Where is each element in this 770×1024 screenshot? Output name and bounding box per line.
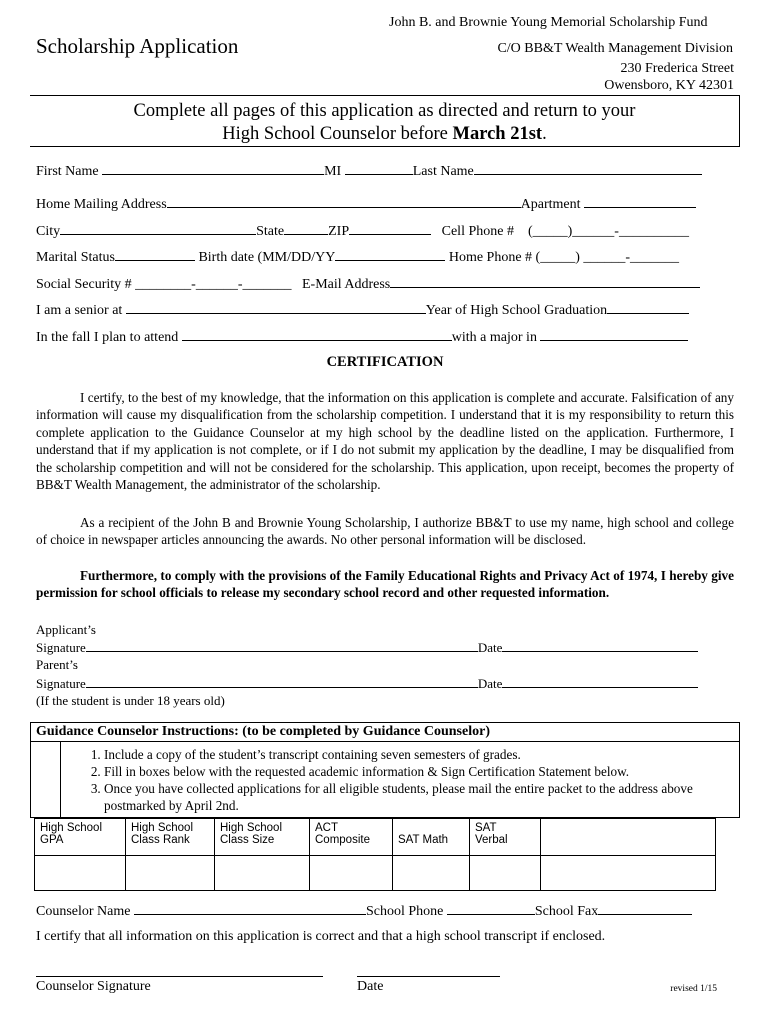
header-class-rank: High School Class Rank [126, 819, 215, 856]
row-name: First Name MI Last Name [36, 163, 702, 180]
school-fax-field[interactable] [598, 903, 692, 915]
banner-line-1: Complete all pages of this application as directed and return to your [133, 101, 636, 121]
plan-attend-field[interactable] [182, 329, 452, 341]
counselor-date-line[interactable] [357, 976, 500, 977]
parent-date-field[interactable] [502, 676, 698, 688]
header-blank [541, 819, 716, 856]
mi-field[interactable] [345, 163, 413, 175]
counselor-date-label: Date [357, 979, 384, 994]
gpa-cell[interactable] [35, 856, 126, 891]
row-attend: In the fall I plan to attend with a major in [36, 329, 688, 346]
table-value-row [35, 856, 716, 891]
header-sat-verbal: SAT Verbal [470, 819, 541, 856]
certification-paragraph-2: As a recipient of the John B and Brownie Young Scholarship, I authorize BB&T to use my name, high school and college of choice in newspaper articles announcing the awards. No other personal information will be disclosed. [36, 515, 734, 548]
under-18-note: (If the student is under 18 years old) [36, 693, 225, 708]
deadline-banner [30, 95, 740, 147]
state-field[interactable] [284, 223, 328, 235]
row-applicant-signature: Signature Date [36, 640, 698, 656]
table-header-row [35, 819, 716, 856]
ssn-field[interactable]: ________-______-_______ [135, 277, 292, 292]
header-sat-math: SAT Math [393, 819, 470, 856]
instruction-item: 2. Fill in boxes below with the requested academic information & Sign Certification Statement below. [104, 763, 744, 780]
page-title: Scholarship Application [36, 34, 239, 58]
blank-cell[interactable] [541, 856, 716, 891]
birth-date-field[interactable] [335, 249, 445, 261]
class-rank-cell[interactable] [126, 856, 215, 891]
counselor-signature-line[interactable] [36, 976, 323, 977]
address-line-3: Owensboro, KY 42301 [604, 78, 734, 93]
address-line-2: 230 Frederica Street [620, 61, 734, 76]
email-field[interactable] [390, 276, 700, 288]
applicant-label: Applicant’s [36, 622, 96, 637]
applicant-date-field[interactable] [502, 640, 698, 652]
act-composite-cell[interactable] [310, 856, 393, 891]
apartment-field[interactable] [584, 196, 696, 208]
academic-info-table [34, 818, 716, 891]
class-size-cell[interactable] [215, 856, 310, 891]
ferpa-paragraph: Furthermore, to comply with the provisions of the Family Educational Rights and Privacy Act of 1974, I hereby give permission for school officials to release my secondary school record and other requested information. [36, 568, 734, 601]
zip-field[interactable] [349, 223, 431, 235]
fund-name: John B. and Brownie Young Memorial Scholarship Fund [389, 15, 708, 30]
cell-phone-field[interactable]: (_____)______-__________ [527, 224, 689, 239]
home-address-field[interactable] [167, 196, 521, 208]
banner-line-2: High School Counselor before March 21st. [222, 124, 547, 144]
certification-heading: CERTIFICATION [326, 354, 444, 370]
instruction-item: 1. Include a copy of the student’s transcript containing seven semesters of grades. [104, 746, 744, 763]
header-class-size: High School Class Size [215, 819, 310, 856]
row-counselor-name: Counselor Name School Phone School Fax [36, 903, 692, 920]
sat-math-cell[interactable] [393, 856, 470, 891]
row-city: City State ZIP Cell Phone # (_____)______-__________ [36, 224, 689, 239]
home-phone-field[interactable]: _____) ______-_______ [540, 250, 680, 265]
parent-label: Parent’s [36, 657, 78, 672]
counselor-name-field[interactable] [134, 903, 366, 915]
school-phone-field[interactable] [447, 903, 535, 915]
major-field[interactable] [540, 329, 688, 341]
city-field[interactable] [60, 223, 256, 235]
applicant-signature-field[interactable] [86, 640, 478, 652]
instruction-item: 3. Once you have collected applications for all eligible students, please mail the entire packet to the address above postmarked by April 2nd. [104, 780, 744, 814]
header-act-composite: ACT Composite [310, 819, 393, 856]
revision-note: revised 1/15 [670, 984, 717, 994]
first-name-field[interactable] [102, 163, 324, 175]
row-address: Home Mailing Address Apartment [36, 196, 696, 213]
marital-status-field[interactable] [115, 249, 195, 261]
parent-signature-field[interactable] [86, 676, 478, 688]
grad-year-field[interactable] [607, 302, 689, 314]
row-parent-signature: Signature Date [36, 676, 698, 692]
last-name-field[interactable] [474, 163, 702, 175]
row-marital: Marital Status Birth date (MM/DD/YY Home Phone # (_____) ______-_______ [36, 250, 680, 265]
row-ssn: Social Security # ________-______-_______ E-Mail Address [36, 276, 700, 293]
counselor-instructions-list [60, 746, 744, 814]
counselor-heading: Guidance Counselor Instructions: (to be completed by Guidance Counselor) [36, 724, 490, 739]
header-gpa: High School GPA [35, 819, 126, 856]
row-senior: I am a senior at Year of High School Graduation [36, 302, 689, 319]
sat-verbal-cell[interactable] [470, 856, 541, 891]
counselor-signature-label: Counselor Signature [36, 979, 151, 994]
address-line-1: C/O BB&T Wealth Management Division [497, 41, 733, 56]
deadline-date: March 21st [452, 124, 543, 144]
senior-at-field[interactable] [126, 302, 426, 314]
certification-paragraph-1: I certify, to the best of my knowledge, that the information on this application is complete and accurate. Falsification of any information will cause my disqualification from the scholarship competition. I understand that it is my responsibility to return this complete application to the Guidance Counselor at my high school by the deadline listed on the application. Furthermore, I understand that if my application is not complete, or if I do not submit my application by the deadline, I may be disqualified from the scholarship competition and will not be considered for the scholarship. This application, upon receipt, becomes the property of BB&T Wealth Management, the administrator of the scholarship. [36, 390, 734, 493]
counselor-certify-statement: I certify that all information on this application is correct and that a high school transcript if enclosed. [36, 929, 606, 944]
